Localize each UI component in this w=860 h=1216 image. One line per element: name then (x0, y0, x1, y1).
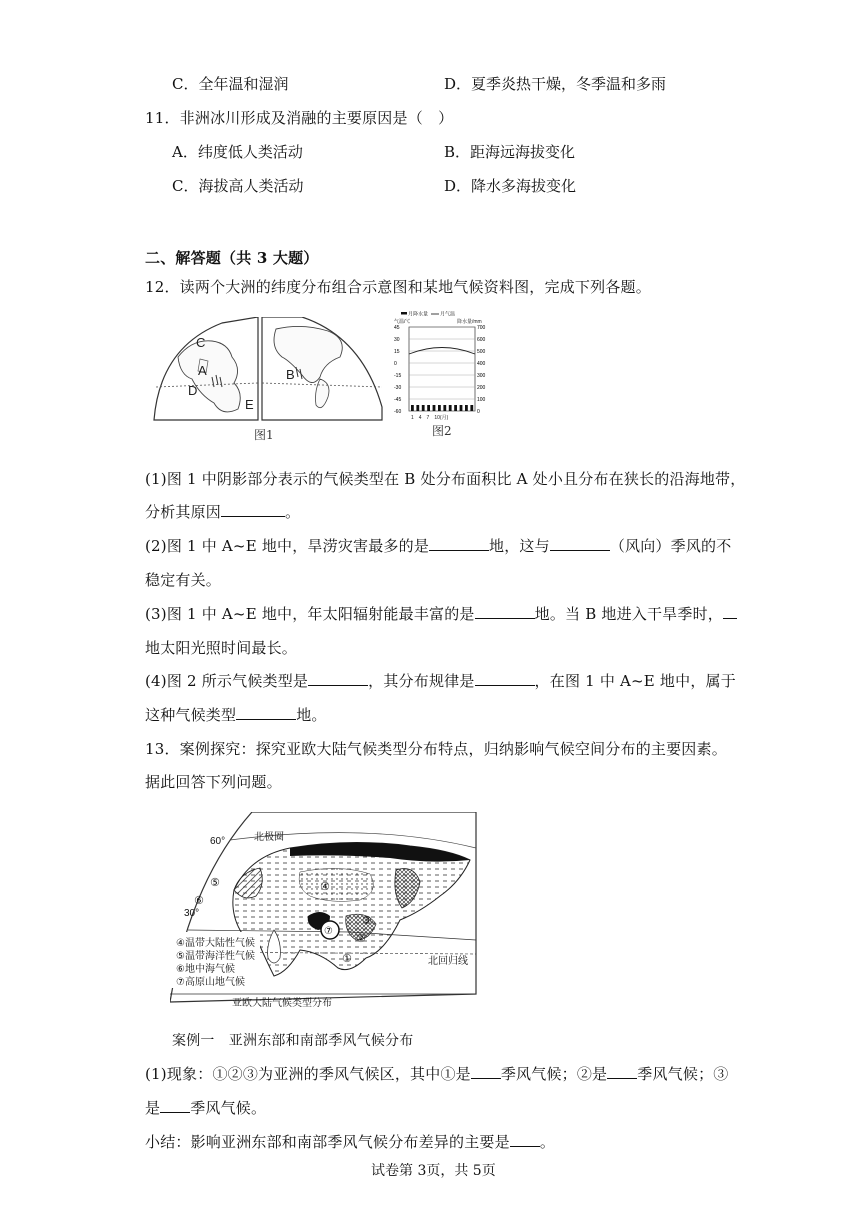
map-label-e: E (245, 397, 254, 412)
q11-option-b: B．距海远海拔变化 (444, 143, 576, 161)
fig2-ylabel-right: 降水量/mm (457, 319, 482, 325)
precip-bar (460, 405, 463, 411)
q12-sub4-line2 (145, 704, 327, 725)
map-arctic-circle: 北极圈 (254, 832, 284, 843)
map-mark-3: ③ (362, 914, 372, 927)
precip-bar (454, 405, 457, 411)
map-label-a: A (198, 363, 207, 378)
text: (1)现象：①②③为亚洲的季风气候区，其中①是 (145, 1065, 471, 1083)
y-tick-left: 30 (394, 337, 400, 343)
q11-option-d: D．降水多海拔变化 (444, 177, 577, 195)
answer-blank[interactable] (723, 618, 737, 619)
map-mark-1: ① (342, 952, 352, 965)
y-tick-right: 100 (477, 397, 486, 403)
map-mark-6: ⑥ (194, 894, 204, 907)
precip-bar (433, 405, 436, 411)
text: 地。 (296, 706, 327, 724)
answer-blank[interactable] (510, 1146, 540, 1147)
q12-sub2-line2: 稳定有关。 (145, 571, 222, 589)
answer-blank[interactable] (475, 618, 535, 619)
q12-sub1-line2 (145, 501, 300, 522)
q12-sub3-line1 (145, 603, 737, 624)
precip-bar (465, 405, 468, 411)
map-lat-60: 60° (210, 836, 226, 847)
q12-figure-2-caption: 图2 (432, 424, 452, 438)
q12-figure-1-caption: 图1 (254, 428, 274, 442)
text: 这种气候类型 (145, 706, 237, 724)
precip-bar (411, 405, 414, 411)
answer-blank[interactable] (160, 1112, 190, 1113)
fig2-legend-precip: 月降水量 (408, 311, 429, 318)
precip-bar (422, 405, 425, 411)
text: 是 (145, 1099, 161, 1117)
answer-blank[interactable] (221, 516, 285, 517)
text: 。 (285, 503, 301, 521)
y-tick-right: 300 (477, 373, 486, 379)
answer-blank[interactable] (607, 1078, 637, 1079)
map-mark-4: ④ (320, 880, 330, 893)
map-label-b: B (286, 367, 295, 382)
text: 地。当 B 地进入干旱季时， (534, 605, 723, 623)
q12-sub3-line2: 地太阳光照时间最长。 (145, 639, 298, 657)
q13-sub1-line2 (145, 1097, 266, 1118)
map-label-c: C (196, 335, 206, 350)
q12-sub1-line1: (1)图 1 中阴影部分表示的气候类型在 B 处分布面积比 A 处小且分布在狭长的沿海地带， (145, 470, 746, 488)
text: 。 (539, 1133, 556, 1151)
precip-bar (443, 405, 446, 411)
q13-case1-title: 案例一 亚洲东部和南部季风气候分布 (172, 1033, 414, 1049)
map-mark-5: ⑤ (210, 876, 220, 889)
text: ，在图 1 中 A~E 地中，属于 (534, 672, 736, 690)
q12-sub4-line1 (145, 670, 736, 691)
y-tick-right: 400 (477, 361, 486, 367)
answer-blank[interactable] (550, 550, 610, 551)
y-tick-right: 700 (477, 325, 486, 331)
q13-eurasia-climate-map (170, 812, 480, 1008)
answer-blank[interactable] (471, 1078, 501, 1079)
text: 季风气候。 (190, 1099, 267, 1117)
answer-blank[interactable] (236, 719, 296, 720)
map-mark-2: ② (356, 932, 366, 945)
q13-stem-line1: 13．案例探究：探究亚欧大陆气候类型分布特点，归纳影响气候空间分布的主要因素。 (145, 740, 727, 758)
map-legend-item: ⑥地中海气候 (176, 964, 235, 975)
text: (2)图 1 中 A~E 地中，旱涝灾害最多的是 (145, 537, 430, 555)
precip-bar (449, 405, 452, 411)
y-tick-left: 45 (394, 325, 400, 331)
q11-option-c: C．海拔高人类活动 (172, 177, 304, 195)
q10-option-c: C．全年温和湿润 (172, 75, 289, 93)
fig2-legend-temp: 月气温 (440, 311, 456, 318)
q12-stem: 12．读两个大洲的纬度分布组合示意图和某地气候资料图，完成下列各题。 (145, 278, 651, 296)
text: ，其分布规律是 (368, 672, 475, 690)
q11-stem: 11．非洲冰川形成及消融的主要原因是（ ） (145, 109, 454, 127)
text: （风向）季风的不 (609, 537, 732, 555)
y-tick-left: -30 (394, 385, 402, 391)
text: 分析其原因 (145, 503, 222, 521)
text: 季风气候；②是 (500, 1065, 608, 1083)
q13-stem-line2: 据此回答下列问题。 (145, 773, 282, 791)
q12-figure-2 (393, 311, 493, 423)
q10-option-d: D．夏季炎热干燥，冬季温和多雨 (444, 75, 667, 93)
text: (3)图 1 中 A~E 地中，年太阳辐射能最丰富的是 (145, 605, 475, 623)
text: 小结：影响亚洲东部和南部季风气候分布差异的主要是 (145, 1133, 510, 1151)
y-tick-left: 0 (394, 361, 397, 367)
y-tick-right: 200 (477, 385, 486, 391)
q12-figure-1 (152, 317, 384, 442)
section-heading: 二、解答题（共 3 大题） (145, 249, 319, 267)
page-footer: 试卷第 3页，共 5页 (371, 1163, 496, 1179)
map-legend-item: ④温带大陆性气候 (176, 938, 255, 949)
q11-option-a: A．纬度低人类活动 (172, 143, 303, 161)
q13-sub1-line1 (145, 1063, 728, 1084)
y-tick-left: 15 (394, 349, 400, 355)
text: (4)图 2 所示气候类型是 (145, 672, 309, 690)
precip-bar (427, 405, 430, 411)
y-tick-right: 600 (477, 337, 486, 343)
y-tick-left: -60 (394, 409, 402, 415)
q12-sub2-line1 (145, 535, 731, 556)
map-label-d: D (188, 383, 198, 398)
q13-summary (145, 1131, 555, 1152)
map-lat-30: 30° (184, 908, 200, 919)
text: 地，这与 (489, 537, 550, 555)
precip-bar (438, 405, 441, 411)
y-tick-right: 0 (477, 409, 480, 415)
precip-bar (416, 405, 419, 411)
precip-bar (470, 405, 473, 411)
fig2-ylabel-left: 气温/℃ (394, 319, 411, 325)
map-mark-7: ⑦ (324, 926, 333, 937)
y-tick-left: -15 (394, 373, 402, 379)
y-tick-right: 500 (477, 349, 486, 355)
fig2-months: 1 4 7 10(月) (411, 415, 449, 421)
map-legend-item: ⑦高原山地气候 (176, 977, 245, 988)
map-title: 亚欧大陆气候类型分布 (232, 998, 332, 1008)
answer-blank[interactable] (475, 685, 535, 686)
map-legend-item: ⑤温带海洋性气候 (176, 951, 255, 962)
answer-blank[interactable] (308, 685, 368, 686)
answer-blank[interactable] (429, 550, 489, 551)
map-tropic-of-cancer: 北回归线 (428, 956, 468, 967)
y-tick-left: -45 (394, 397, 402, 403)
text: 季风气候；③ (637, 1065, 729, 1083)
